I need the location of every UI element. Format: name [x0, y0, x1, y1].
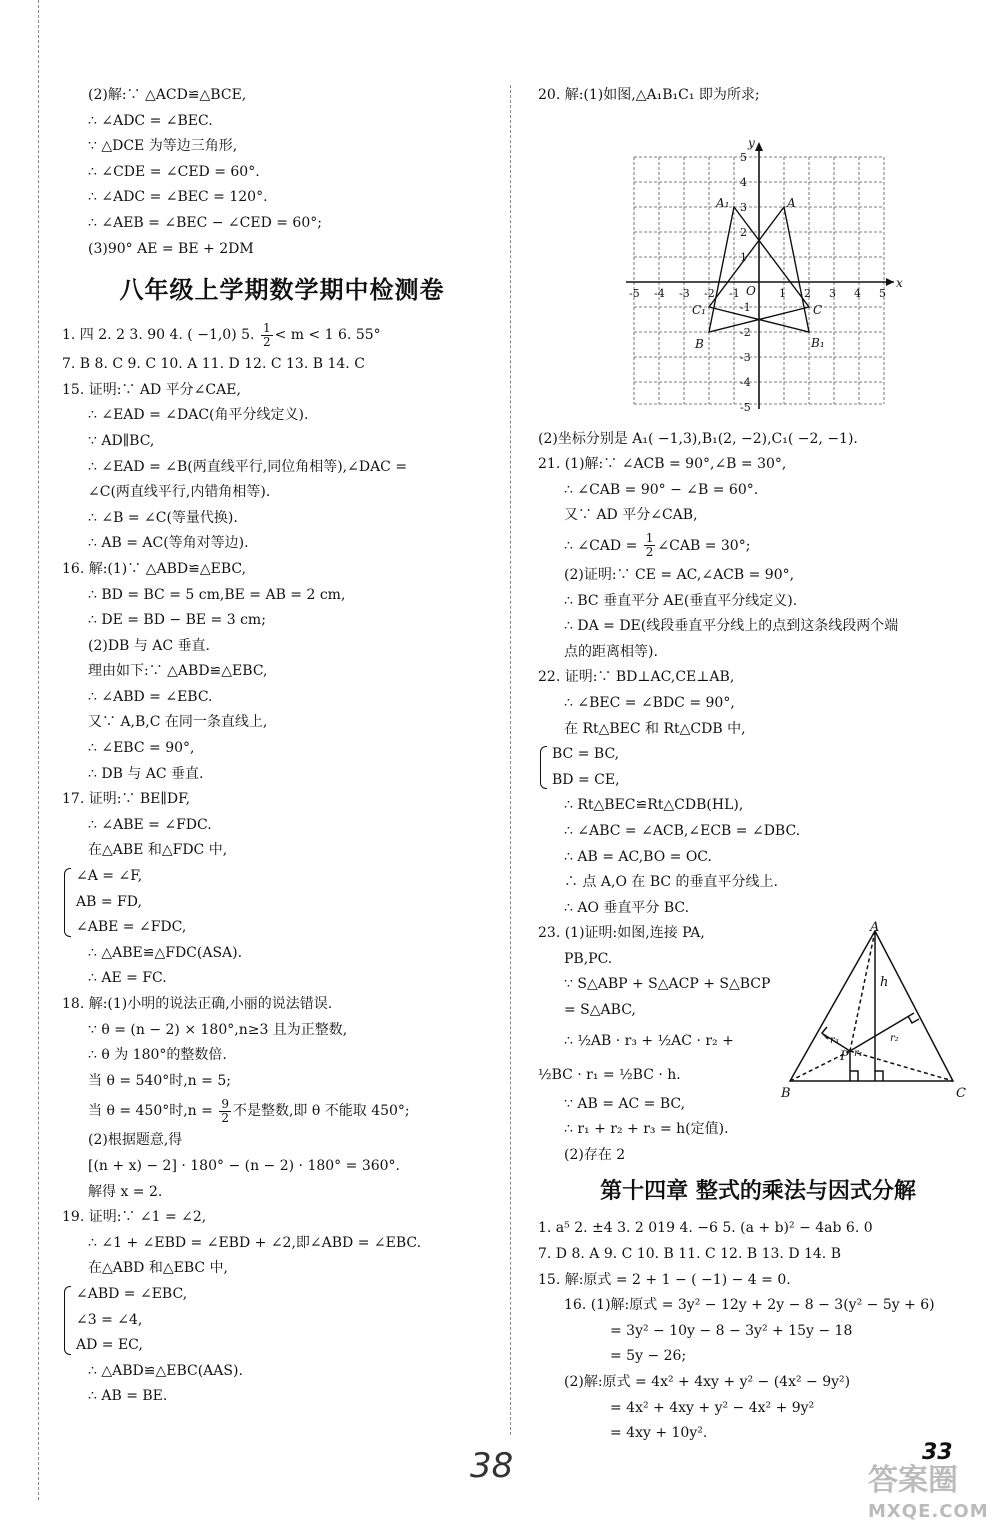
- q18-fraction-line: 当 θ = 450°时,n = $\frac{9}{2}$ 不是整数,即 θ 不能取 450°;: [88, 1096, 410, 1125]
- question-21: [538, 452, 978, 529]
- q20b-line: (2)坐标分别是 A₁( −1,3),B₁(2, −2),C₁( −2, −1).: [538, 430, 858, 447]
- question-16: [62, 557, 502, 787]
- left-column: [62, 83, 502, 1410]
- text-line: ∠3 = ∠4,: [76, 1311, 143, 1328]
- text-line: 21. (1)解:∵ ∠ACB = 90°,∠B = 30°,: [538, 456, 787, 473]
- segment-pc: [850, 1051, 953, 1081]
- label-r2: r₂: [890, 1033, 899, 1045]
- text-line: ∠ABE = ∠FDC,: [76, 919, 187, 936]
- text-line: BD = CE,: [552, 771, 620, 788]
- prev-solution: [62, 83, 502, 262]
- point-b1-label: B₁: [811, 335, 825, 350]
- text-line: ∠A = ∠F,: [76, 868, 143, 885]
- text-line: 解得 x = 2.: [88, 1183, 163, 1200]
- y-axis-label: y: [748, 135, 755, 150]
- x-tick-label: 1: [779, 286, 786, 300]
- question-21-part-2: [538, 563, 978, 665]
- text-line: 理由如下:∵ △ABD≌△EBC,: [88, 663, 268, 680]
- text-line: 23. (1)证明:如图,连接 PA,: [538, 925, 705, 942]
- text-line: = 4x² + 4xy + y² − 4x² + 9y²: [610, 1399, 815, 1416]
- y-tick-label: -3: [740, 350, 751, 364]
- text-line: 在 Rt△BEC 和 Rt△CDB 中,: [564, 720, 746, 737]
- text-line: ∴ DB 与 AC 垂直.: [88, 765, 204, 782]
- y-tick-label: 5: [740, 150, 747, 164]
- x-tick-label: -4: [654, 286, 665, 300]
- x-tick-label: 3: [829, 286, 836, 300]
- label-b: B: [781, 1086, 791, 1102]
- ch14-q16: [538, 1293, 978, 1447]
- text-line: ∴ 点 A,O 在 BC 的垂直平分线上.: [564, 874, 778, 891]
- label-c: C: [956, 1086, 966, 1102]
- condition-brace: [62, 864, 502, 941]
- y-tick-label: 2: [740, 225, 747, 239]
- fraction: $\frac{1}{2}$: [645, 531, 654, 560]
- text-line: ∠ABD = ∠EBC,: [76, 1285, 188, 1302]
- coordinate-grid-svg: [612, 109, 902, 427]
- point-a1-label: A₁: [716, 195, 730, 210]
- text-line: ∴ ∠ADC = ∠BEC = 120°.: [88, 189, 268, 206]
- text-line: (3)90° AE = BE + 2DM: [88, 240, 254, 257]
- x-tick-label: 4: [854, 286, 861, 300]
- text-line: ∴ △ABE≌△FDC(ASA).: [88, 944, 243, 961]
- x-tick-label: 2: [804, 286, 811, 300]
- text-line: ∴ ∠1 + ∠EBD = ∠EBD + ∠2,即∠ABD = ∠EBC.: [88, 1234, 422, 1251]
- right-column: [538, 83, 978, 1447]
- text-line: 16. 解:(1)∵ △ABD≌△EBC,: [62, 560, 247, 577]
- segment-r2: [850, 1013, 914, 1051]
- label-h: h: [880, 975, 889, 991]
- text-line: ∴ θ 为 180°的整数倍.: [88, 1047, 227, 1064]
- left-margin-rule: [38, 0, 39, 1500]
- text-line: 16. (1)解:原式 = 3y² − 12y + 2y − 8 − 3(y² − 5y + 6): [564, 1297, 935, 1314]
- text-line: ∴ ∠ABC = ∠ACB,∠ECB = ∠DBC.: [564, 822, 801, 839]
- text-line: ∴ BD = BC = 5 cm,BE = AB = 2 cm,: [88, 586, 346, 603]
- fraction: $\frac{9}{2}$: [221, 1096, 229, 1125]
- text-line: 18. 解:(1)小明的说法正确,小丽的说法错误.: [62, 996, 333, 1012]
- text-line: ∵ S△ABP + S△ACP + S△BCP: [564, 976, 771, 993]
- text-line: ∴ r₁ + r₂ + r₃ = h(定值).: [564, 1121, 729, 1138]
- text-line: 在△ABE 和△FDC 中,: [88, 842, 228, 859]
- handwritten-page-number: 38: [470, 1446, 514, 1486]
- condition-brace: [62, 1282, 502, 1359]
- y-tick-label: -2: [740, 325, 751, 339]
- text-line: (2)解:原式 = 4x² + 4xy + y² − (4x² − 9y²): [564, 1374, 851, 1390]
- equilateral-triangle-figure: [778, 921, 978, 1101]
- text-line: AB = FD,: [76, 893, 142, 910]
- answers-row-2: 7. B 8. C 9. C 10. A 11. D 12. C 13. B 14. C: [62, 356, 365, 373]
- text-line: = 4xy + 10y².: [610, 1425, 708, 1442]
- ch14-q15: 15. 解:原式 = 2 + 1 − ( −1) − 4 = 0.: [538, 1271, 791, 1288]
- coordinate-graph: [538, 109, 978, 427]
- y-tick-label: -5: [740, 400, 751, 414]
- text-line: 在△ABD 和△EBC 中,: [88, 1260, 228, 1277]
- y-tick-label: 3: [740, 200, 747, 214]
- text-line: ∵ θ = (n − 2) × 180°,n≥3 且为正整数,: [88, 1021, 348, 1038]
- text-line: ∴ △ABD≌△EBC(AAS).: [88, 1362, 243, 1379]
- text-line: ∴ ∠ADC = ∠BEC.: [88, 112, 213, 129]
- text-line: (2)根据题意,得: [88, 1132, 183, 1149]
- page-number: 33: [922, 1440, 953, 1465]
- text-line: ∴ AO 垂直平分 BC.: [564, 899, 690, 916]
- text-line: ∴ ∠EAD = ∠B(两直线平行,同位角相等),∠DAC =: [88, 458, 408, 475]
- text-line: 点的距离相等).: [564, 643, 658, 660]
- text-line: ∠C(两直线平行,内错角相等).: [88, 484, 271, 501]
- text-line: ∴ DE = BD − BE = 3 cm;: [88, 612, 266, 629]
- x-tick-label: -3: [679, 286, 690, 300]
- text-line: (2)DB 与 AC 垂直.: [88, 637, 210, 654]
- text-line: ∴ AB = AC(等角对等边).: [88, 535, 249, 552]
- text-line: ∴ Rt△BEC≌Rt△CDB(HL),: [564, 797, 744, 814]
- text-line: 又∵ AD 平分∠CAB,: [564, 507, 698, 524]
- question-15: [62, 378, 502, 557]
- text-line: ∴ AB = AC,BO = OC.: [564, 848, 712, 865]
- label-r1: r₁: [854, 1048, 863, 1060]
- q23-eq1: ∴ ½AB · r₃ + ½AC · r₂ +: [564, 1032, 734, 1049]
- site-watermark: 答案圈 MXQE.COM: [868, 1463, 989, 1522]
- text-line: ∴ ∠ABE = ∠FDC.: [88, 816, 212, 833]
- text-line: ∵ AB = AC = BC,: [564, 1095, 686, 1112]
- text-line: [(n + x) − 2] · 180° − (n − 2) · 180° = 360°.: [88, 1157, 400, 1174]
- text-line: ∴ ∠EAD = ∠DAC(角平分线定义).: [88, 407, 309, 424]
- text-line: ∵ AD∥BC,: [88, 432, 155, 449]
- q20-line: 20. 解:(1)如图,△A₁B₁C₁ 即为所求;: [538, 87, 760, 103]
- text-line: ∴ ∠BEC = ∠BDC = 90°,: [564, 694, 735, 711]
- y-tick-label: -1: [740, 300, 751, 314]
- origin-label: O: [746, 283, 756, 298]
- point-c1-label: C₁: [692, 302, 706, 317]
- text-line: = 3y² − 10y − 8 − 3y² + 15y − 18: [610, 1322, 853, 1339]
- text-line: = 5y − 26;: [610, 1348, 687, 1365]
- label-a: A: [870, 920, 880, 936]
- x-axis-label: x: [896, 275, 903, 290]
- y-tick-label: 1: [740, 250, 747, 264]
- text-line: BC = BC,: [552, 746, 620, 763]
- text-line: ∴ ∠AEB = ∠BEC − ∠CED = 60°;: [88, 214, 322, 231]
- question-19: [62, 1205, 502, 1410]
- segment-pa: [850, 931, 875, 1051]
- text-line: (2)存在 2: [564, 1146, 626, 1163]
- point-a-label: A: [787, 195, 796, 210]
- chapter-14-heading: 第十四章 整式的乘法与因式分解: [600, 1179, 916, 1205]
- condition-brace: [538, 742, 978, 793]
- answers-row-1: 1. 四 2. 2 3. 90 4. ( −1,0) 5. $\frac{1}{2}$ < m < 1 6. 55°: [62, 320, 381, 349]
- column-divider: [510, 85, 511, 1435]
- text-line: 当 θ = 540°时,n = 5;: [88, 1072, 231, 1089]
- text-line: (2)解:∵ △ACD≌△BCE,: [88, 87, 247, 103]
- text-line: PB,PC.: [564, 950, 613, 967]
- text-line: ∴ ∠EBC = 90°,: [88, 740, 195, 757]
- text-line: 22. 证明:∵ BD⊥AC,CE⊥AB,: [538, 669, 735, 686]
- label-r3: r₃: [830, 1035, 839, 1047]
- text-line: 15. 证明:∵ AD 平分∠CAE,: [62, 381, 241, 398]
- text-line: ∴ ∠CAB = 90° − ∠B = 60°.: [564, 481, 759, 498]
- section-heading-midterm: 八年级上学期数学期中检测卷: [119, 276, 445, 305]
- text-line: (2)证明:∵ CE = AC,∠ACB = 90°,: [564, 566, 795, 583]
- text-line: ∴ BC 垂直平分 AE(垂直平分线定义).: [564, 592, 798, 609]
- question-23: [538, 920, 978, 1102]
- text-line: ∴ DA = DE(线段垂直平分线上的点到这条线段两个端: [564, 618, 899, 635]
- question-18: [62, 992, 502, 1205]
- text-line: AD = EC,: [76, 1337, 143, 1354]
- fraction: $\frac{1}{2}$: [262, 320, 271, 349]
- text-line: ∵ △DCE 为等边三角形,: [88, 138, 238, 155]
- point-c-label: C: [813, 302, 823, 317]
- point-b-label: B: [695, 336, 704, 351]
- text-line: 17. 证明:∵ BE∥DF,: [62, 791, 191, 808]
- text-line: 19. 证明:∵ ∠1 = ∠2,: [62, 1209, 207, 1226]
- text-line: 又∵ A,B,C 在同一条直线上,: [88, 714, 268, 731]
- ch14-answers-row-1: 1. a⁵ 2. ±4 3. 2 019 4. −6 5. (a + b)² − 4ab 6. 0: [538, 1220, 873, 1237]
- triangle-abc-outline: [790, 931, 953, 1081]
- x-tick-label: 5: [879, 286, 886, 300]
- x-tick-label: -1: [729, 286, 740, 300]
- y-tick-label: -4: [740, 375, 751, 389]
- x-tick-label: -5: [629, 286, 640, 300]
- question-22: [538, 665, 978, 921]
- text-line: = S△ABC,: [564, 1002, 636, 1019]
- question-23-end: [538, 1092, 978, 1169]
- q21-fraction-line: ∴ ∠CAD = $\frac{1}{2}$ ∠CAB = 30°;: [564, 531, 751, 560]
- text-line: ∴ ∠CDE = ∠CED = 60°.: [88, 163, 260, 180]
- text-line: ∴ ∠ABD = ∠EBC.: [88, 688, 213, 705]
- text-line: ∴ ∠B = ∠C(等量代换).: [88, 509, 238, 526]
- ch14-answers-row-2: 7. D 8. A 9. C 10. B 11. C 12. B 13. D 14. B: [538, 1246, 841, 1263]
- x-tick-label: -2: [704, 286, 715, 300]
- q23-eq2: ½BC · r₁ = ½BC · h.: [538, 1066, 681, 1083]
- text-line: ∴ AB = BE.: [88, 1388, 168, 1405]
- y-tick-label: 4: [740, 175, 747, 189]
- question-17: [62, 787, 502, 992]
- label-p: P: [840, 1049, 849, 1065]
- text-line: ∴ AE = FC.: [88, 970, 167, 987]
